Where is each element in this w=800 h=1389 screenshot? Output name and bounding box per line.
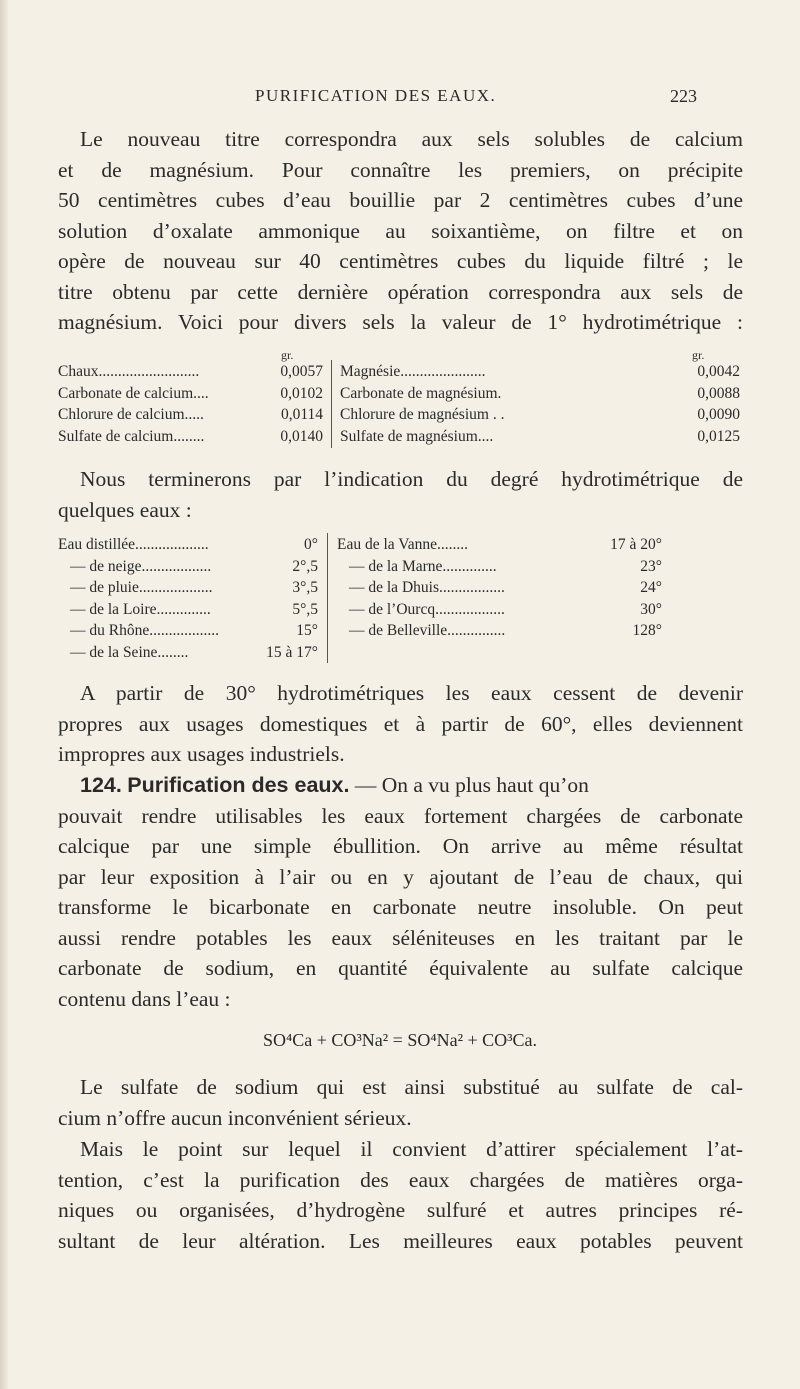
table-row <box>337 556 662 578</box>
salt-name: Sulfate de magnésium.... <box>340 427 494 445</box>
table-row <box>58 426 323 448</box>
water-name: — de pluie................... <box>70 579 213 596</box>
salts-table-right <box>340 361 740 447</box>
section-124-purification <box>58 770 743 1014</box>
water-name: — du Rhône.................. <box>70 622 219 639</box>
section-title: Purification des eaux. <box>127 773 350 797</box>
salt-name: Sulfate de calcium........ <box>58 427 205 445</box>
table-row <box>58 534 318 556</box>
salt-name: Carbonate de magnésium. <box>340 384 502 402</box>
text-line: A partir de 30° hydrotimétriques les eaux cessent de devenir <box>80 681 743 705</box>
water-name: — de la Marne.............. <box>349 557 497 575</box>
waters-table-right <box>337 534 662 642</box>
table-row <box>58 383 323 405</box>
salt-value: 0,0088 <box>697 384 740 402</box>
text-line: niques ou organisées, d’hydrogène sulfuré et autres principes ré- <box>58 1198 743 1222</box>
water-degree: 15 à 17° <box>266 643 318 661</box>
salts-table-left <box>58 361 323 447</box>
text-line: propres aux usages domestiques et à partir de 60°, elles deviennent <box>58 711 743 736</box>
table-row <box>340 361 740 383</box>
text-line: Le sulfate de sodium qui est ainsi substitué au sulfate de cal- <box>80 1075 743 1099</box>
text-line: solution d’oxalate ammonique au soixantième, on filtre et on <box>58 218 743 243</box>
table-row <box>58 556 318 578</box>
text-line: transforme le bicarbonate en carbonate neutre insoluble. On peut <box>58 895 743 919</box>
water-degree: 2°,5 <box>292 557 318 575</box>
column-divider <box>327 533 328 663</box>
water-name: — de la Dhuis................. <box>349 579 505 596</box>
salt-name: Chaux.......................... <box>58 363 200 380</box>
table-row <box>340 426 740 448</box>
column-divider <box>331 360 332 448</box>
table-row <box>58 361 323 383</box>
text-line: carbonate de sodium, en quantité équivalente au sulfate calcique <box>58 956 743 980</box>
table-row <box>58 577 318 599</box>
section-heading-line <box>58 770 743 801</box>
text-line: cium n’offre aucun inconvénient sérieux. <box>58 1105 412 1130</box>
waters-table-left <box>58 534 318 663</box>
water-name: — de neige.................. <box>70 557 212 575</box>
text-line: — On a vu plus haut qu’on <box>354 773 589 797</box>
water-name: Eau distillée................... <box>58 536 209 553</box>
text-line: opère de nouveau sur 40 centimètres cubes du liquide filtré ; le <box>58 249 743 273</box>
paragraph-sulfate-sodium <box>58 1072 743 1133</box>
text-line: Le nouveau titre correspondra aux sels solubles de calcium <box>80 127 743 151</box>
water-degree: 5°,5 <box>292 600 318 618</box>
text-line: Mais le point sur lequel il convient d’attirer spécialement l’at- <box>80 1137 743 1161</box>
text-line: sultant de leur altération. Les meilleures eaux potables peuvent <box>58 1228 743 1253</box>
text-line: pouvait rendre utilisables les eaux fortement chargées de carbonate <box>58 803 743 828</box>
text-line: magnésium. Voici pour divers sels la valeur de 1° hydrotimétrique : <box>58 310 743 334</box>
table-row <box>340 383 740 405</box>
text-line: calcique par une simple ébullition. On arrive au même résultat <box>58 834 743 858</box>
water-degree: 23° <box>640 557 662 575</box>
water-degree: 24° <box>640 579 662 596</box>
paragraph-degres-eaux <box>58 464 743 525</box>
text-line: 50 centimètres cubes d’eau bouillie par 2 centimètres cubes d’une <box>58 188 743 212</box>
unit-label: gr. <box>281 348 294 362</box>
paragraph-titre-calcium-magnesium <box>58 124 743 338</box>
water-name: Eau de la Vanne........ <box>337 536 468 553</box>
salt-name: Magnésie...................... <box>340 363 486 380</box>
table-row <box>58 404 323 426</box>
text-line: tention, c’est la purification des eaux chargées de matières orga- <box>58 1167 743 1192</box>
salt-value: 0,0057 <box>280 363 323 380</box>
water-name: — de la Loire.............. <box>70 600 211 618</box>
unit-label: gr. <box>692 348 705 362</box>
salt-name: Chlorure de magnésium . . <box>340 406 505 423</box>
water-degree: 128° <box>632 622 662 639</box>
table-row <box>337 577 662 599</box>
table-row <box>58 599 318 621</box>
table-row <box>58 642 318 664</box>
table-row <box>337 620 662 642</box>
salt-value: 0,0140 <box>280 427 323 445</box>
paragraph-usages <box>58 678 743 770</box>
table-row <box>337 534 662 556</box>
page-header <box>0 86 800 116</box>
water-name: — de la Seine........ <box>70 643 189 661</box>
paragraph-matieres-organiques <box>58 1134 743 1256</box>
salt-value: 0,0125 <box>697 427 740 445</box>
water-degree: 3°,5 <box>292 579 318 596</box>
water-degree: 0° <box>304 536 318 553</box>
text-line: impropres aux usages industriels. <box>58 742 345 766</box>
page-edge <box>0 0 8 1389</box>
text-line: Nous terminerons par l’indication du degré hydrotimétrique de <box>80 467 743 491</box>
text-line: aussi rendre potables les eaux séléniteuses en les traitant par le <box>58 925 743 950</box>
text-line: par leur exposition à l’air ou en y ajoutant de l’eau de chaux, qui <box>58 864 743 889</box>
salt-value: 0,0042 <box>697 363 740 380</box>
salt-name: Carbonate de calcium.... <box>58 384 209 402</box>
table-row <box>337 599 662 621</box>
section-number: 124. <box>80 773 122 797</box>
water-degree: 15° <box>296 622 318 639</box>
water-degree: 17 à 20° <box>610 536 662 553</box>
salt-value: 0,0114 <box>280 406 323 423</box>
chemical-equation: SO⁴Ca + CO³Na² = SO⁴Na² + CO³Ca. <box>262 1030 538 1050</box>
running-title: PURIFICATION DES EAUX. <box>255 86 497 105</box>
water-name: — de l’Ourcq.................. <box>349 600 505 618</box>
salt-value: 0,0090 <box>697 406 740 423</box>
salt-name: Chlorure de calcium..... <box>58 406 204 423</box>
text-line: quelques eaux : <box>58 497 192 522</box>
water-name: — de Belleville............... <box>349 622 506 639</box>
text-line: titre obtenu par cette dernière opération correspondra aux sels de <box>58 279 743 304</box>
page-number: 223 <box>670 86 697 106</box>
water-degree: 30° <box>640 600 662 618</box>
salt-value: 0,0102 <box>280 384 323 402</box>
text-line: contenu dans l’eau : <box>58 986 231 1011</box>
table-row <box>340 404 740 426</box>
table-row <box>58 620 318 642</box>
text-line: et de magnésium. Pour connaître les premiers, on précipite <box>58 157 743 182</box>
